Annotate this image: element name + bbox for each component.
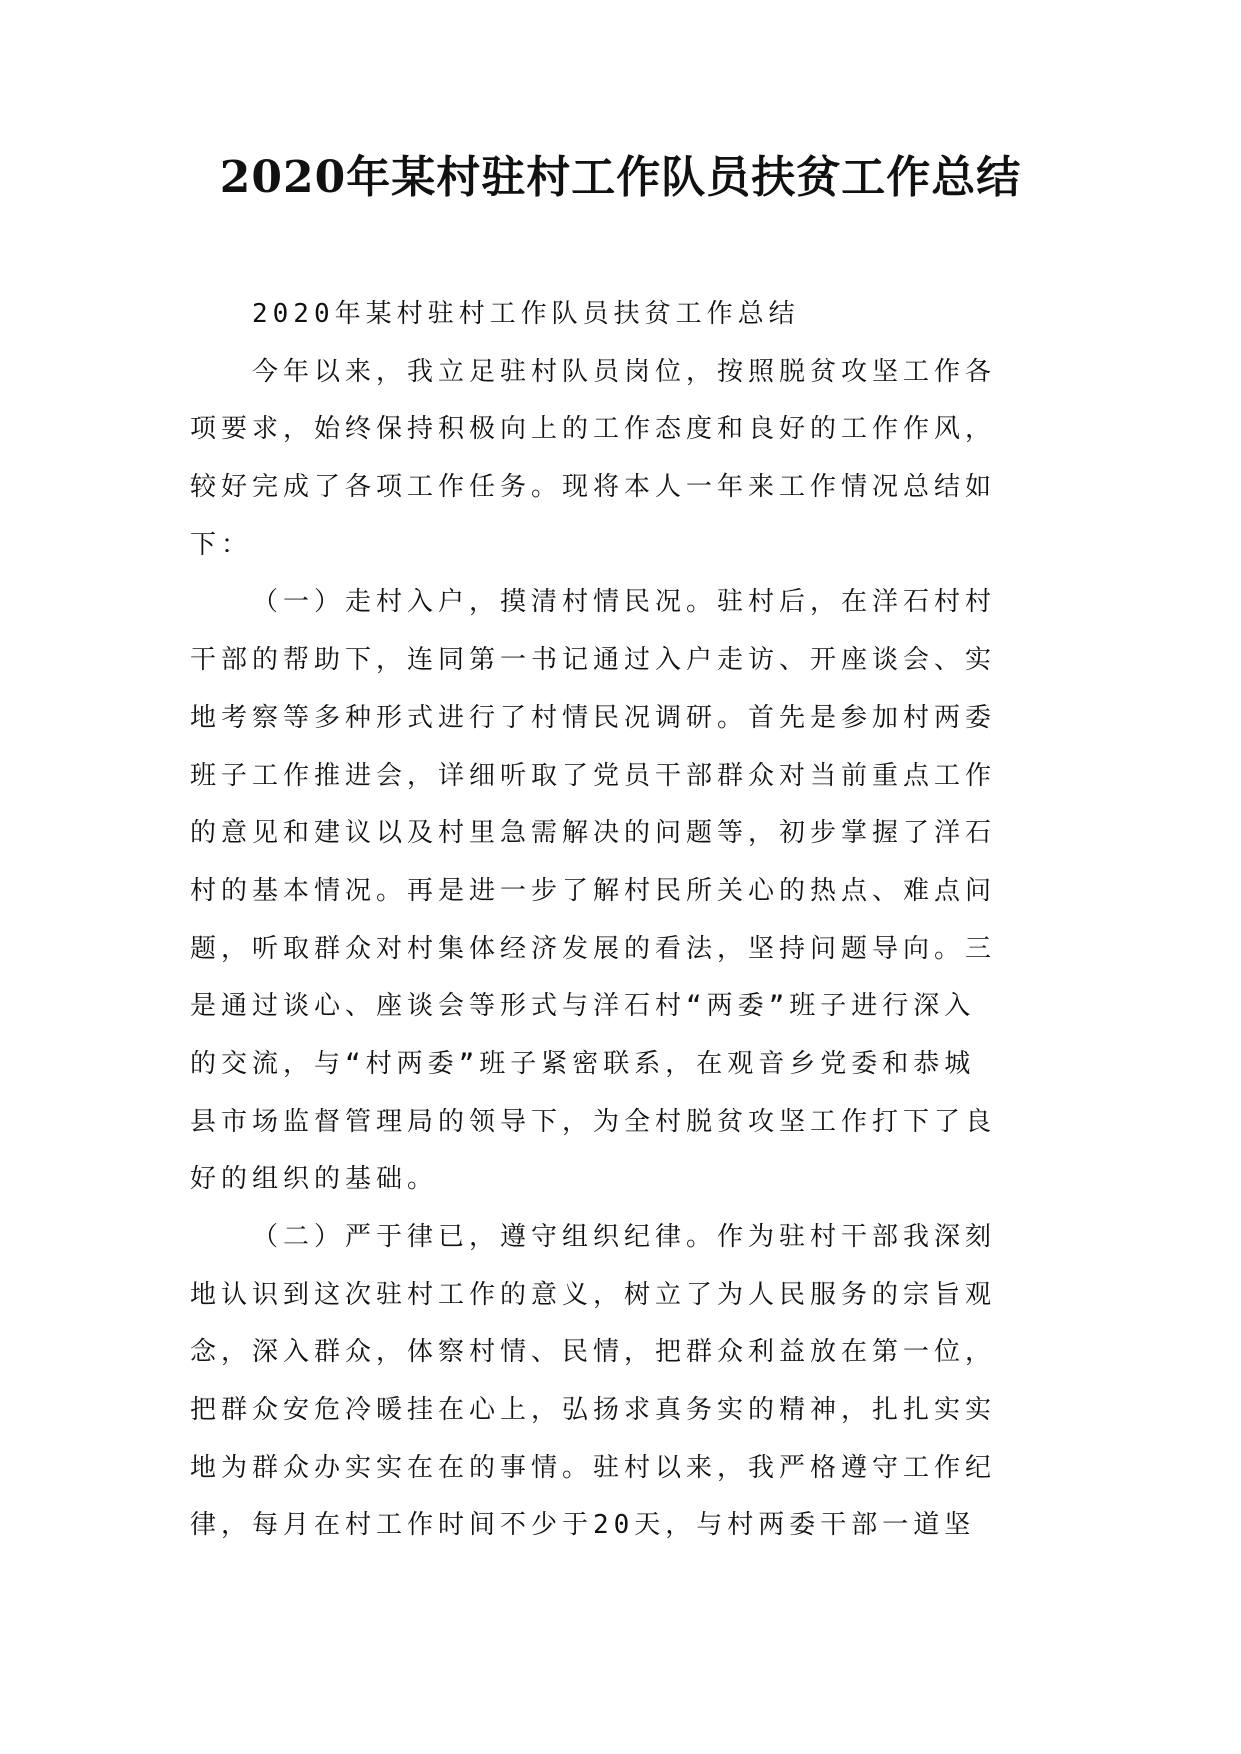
paragraph-line: 是通过谈心、座谈会等形式与洋石村“两委”班子进行深入: [190, 991, 976, 1022]
paragraph-line: 县市场监督管理局的领导下，为全村脱贫攻坚工作打下了良: [190, 1106, 997, 1137]
document-subtitle: 2020年某村驻村工作队员扶贫工作总结: [252, 299, 800, 329]
paragraph-line: 项要求，始终保持积极向上的工作态度和良好的工作作风，: [190, 414, 997, 445]
paragraph-line: 地认识到这次驻村工作的意义，树立了为人民服务的宗旨观: [190, 1279, 997, 1310]
paragraph-line: 题，听取群众对村集体经济发展的看法，坚持问题导向。三: [190, 933, 997, 964]
paragraph-line: 班子工作推进会，详细听取了党员干部群众对当前重点工作: [190, 760, 997, 791]
paragraph-line: 律，每月在村工作时间不少于20天，与村两委干部一道坚: [190, 1510, 976, 1541]
paragraph-line: 的意见和建议以及村里急需解决的问题等，初步掌握了洋石: [190, 818, 997, 849]
document-body: [190, 286, 1050, 1555]
paragraph-line: 把群众安危冷暖挂在心上，弘扬求真务实的精神，扎扎实实: [190, 1395, 997, 1426]
document-title: 2020年某村驻村工作队员扶贫工作总结: [219, 152, 1022, 203]
paragraph-line: 好的组织的基础。: [190, 1164, 439, 1195]
paragraph-line: 地为群众办实实在在的事情。驻村以来，我严格遵守工作纪: [190, 1452, 997, 1483]
paragraph-line: （一）走村入户，摸清村情民况。驻村后，在洋石村村: [252, 587, 997, 618]
paragraph-line: 村的基本情况。再是进一步了解村民所关心的热点、难点问: [190, 875, 997, 906]
paragraph-line: 较好完成了各项工作任务。现将本人一年来工作情况总结如: [190, 472, 997, 503]
paragraph-line: （二）严于律已，遵守组织纪律。作为驻村干部我深刻: [252, 1222, 997, 1252]
paragraph-line: 干部的帮助下，连同第一书记通过入户走访、开座谈会、实: [190, 645, 997, 676]
paragraph-line: 的交流，与“村两委”班子紧密联系，在观音乡党委和恭城: [190, 1048, 976, 1079]
paragraph-line: 今年以来，我立足驻村队员岗位，按照脱贫攻坚工作各: [252, 356, 997, 387]
paragraph-line: 下：: [190, 529, 253, 560]
paragraph-line: 地考察等多种形式进行了村情民况调研。首先是参加村两委: [190, 702, 997, 733]
paragraph-line: 念，深入群众，体察村情、民情，把群众利益放在第一位，: [190, 1337, 997, 1368]
